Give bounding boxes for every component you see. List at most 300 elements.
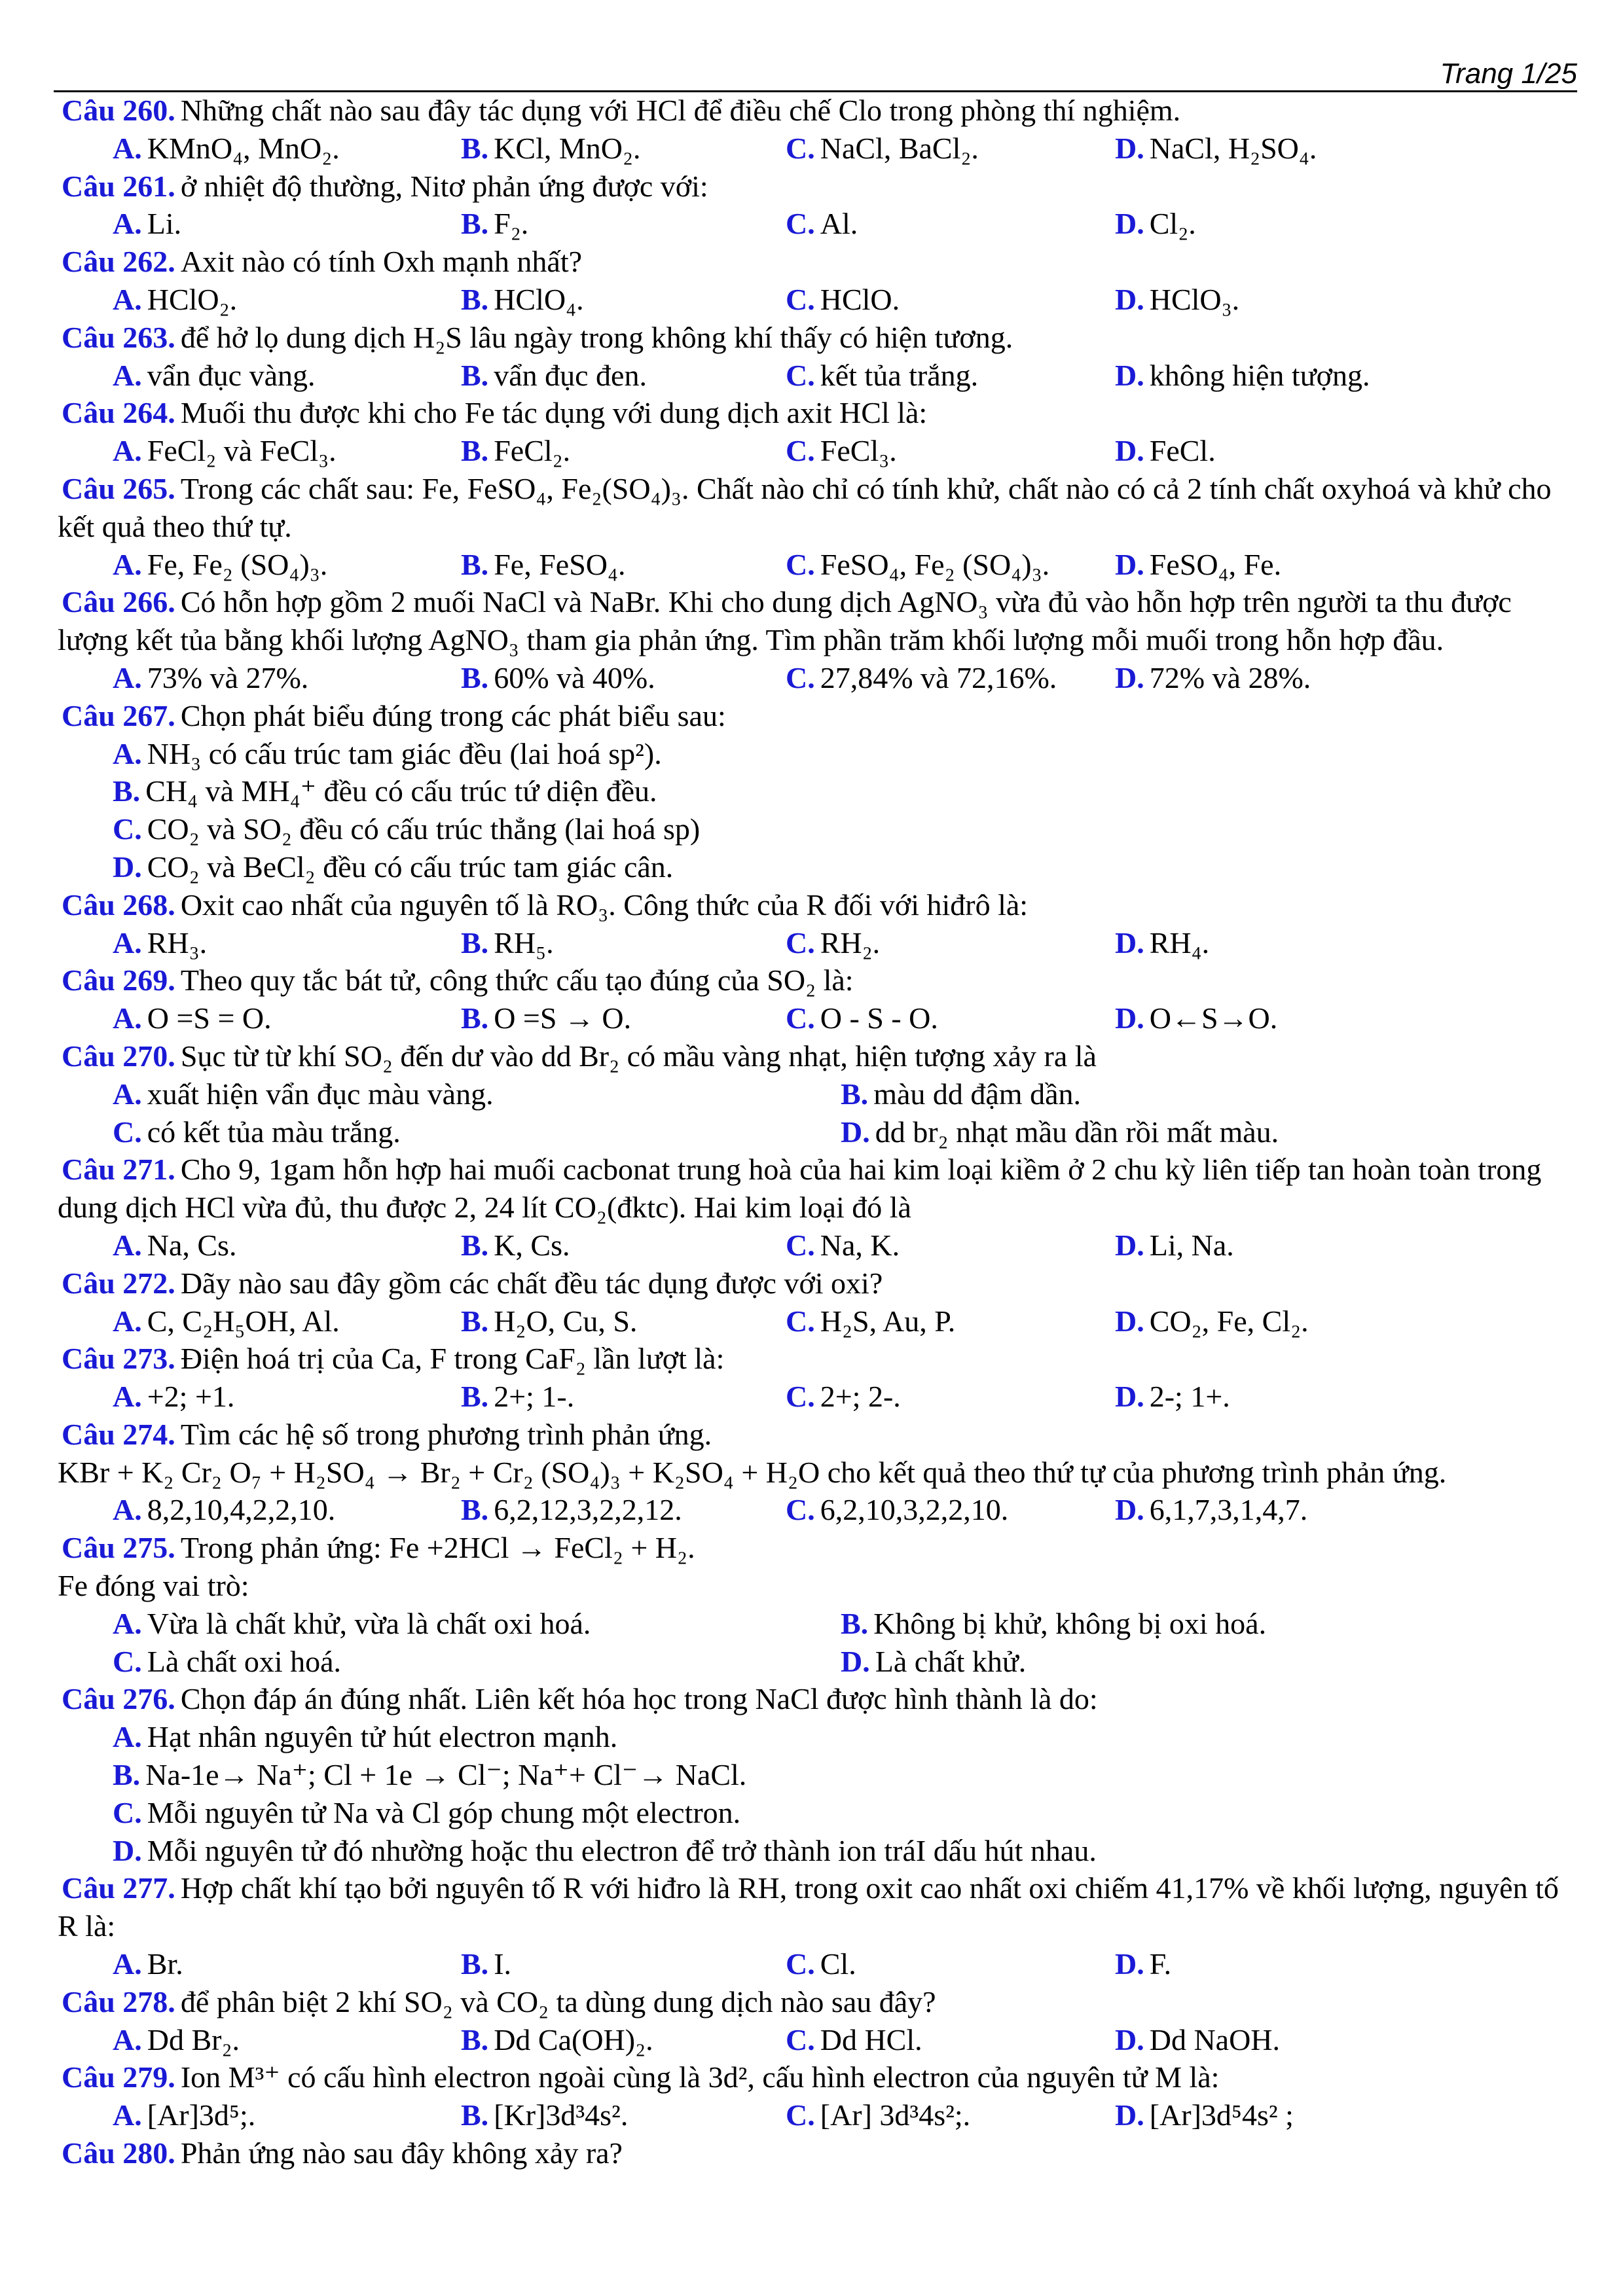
option-key: D.: [1115, 207, 1144, 241]
answer-option[interactable]: [58, 1756, 746, 1794]
option-text: CO₂ và BeCl₂ đều có cấu trúc tam giác cân.: [147, 850, 674, 884]
answer-option[interactable]: [461, 546, 786, 584]
question-label: Câu 278.: [62, 1984, 175, 2018]
option-key: D.: [1115, 2098, 1144, 2132]
options-row: [58, 130, 1577, 168]
option-text: F.: [1149, 1947, 1172, 1981]
answer-option[interactable]: [786, 1227, 1115, 1265]
options-row: [58, 1832, 1577, 1870]
option-text: H₂O, Cu, S.: [494, 1304, 638, 1338]
option-text: O←S→O.: [1149, 1001, 1278, 1035]
option-text: NaCl, BaCl₂.: [820, 131, 979, 165]
answer-option[interactable]: [1115, 1491, 1307, 1529]
question-label: Câu 260.: [62, 94, 175, 127]
options-row: [58, 546, 1577, 584]
question-text: Dãy nào sau đây gồm các chất đều tác dụng được với oxi?: [180, 1266, 883, 1300]
answer-option[interactable]: [58, 1605, 841, 1643]
option-text: màu dd đậm dần.: [873, 1077, 1081, 1111]
answer-option[interactable]: [1115, 357, 1370, 395]
option-key: D.: [1115, 547, 1144, 581]
option-key: A.: [113, 660, 142, 694]
option-key: A.: [113, 1228, 142, 1262]
answer-option[interactable]: [461, 130, 786, 168]
question: [58, 1340, 1577, 1378]
option-text: 6,2,12,3,2,2,12.: [494, 1493, 682, 1527]
option-text: Fe, FeSO₄.: [494, 547, 626, 581]
option-key: C.: [786, 434, 815, 468]
option-text: NaCl, H₂SO₄.: [1149, 131, 1317, 165]
answer-option[interactable]: [58, 772, 657, 810]
question: [58, 961, 1577, 999]
question-label: Câu 262.: [62, 245, 175, 279]
option-text: 27,84% và 72,16%.: [820, 660, 1057, 694]
option-key: D.: [113, 850, 142, 884]
option-text: 6,2,10,3,2,2,10.: [820, 1493, 1009, 1527]
option-key: B.: [461, 660, 489, 694]
option-text: FeCl₂.: [494, 434, 571, 468]
option-text: có kết tủa màu trắng.: [147, 1115, 401, 1149]
option-key: C.: [786, 358, 815, 392]
question: [58, 1529, 1577, 1567]
option-key: A.: [113, 1493, 142, 1527]
answer-option[interactable]: [58, 130, 461, 168]
question-label: Câu 274.: [62, 1417, 175, 1451]
option-key: C.: [786, 2098, 815, 2132]
option-text: Là chất khử.: [875, 1644, 1027, 1678]
options-row: [58, 281, 1577, 319]
answer-option[interactable]: [786, 659, 1115, 697]
option-text: 2-; 1+.: [1149, 1380, 1230, 1414]
option-key: A.: [113, 282, 142, 316]
answer-option[interactable]: [58, 432, 461, 470]
option-text: Al.: [820, 207, 858, 241]
answer-option[interactable]: [786, 357, 1115, 395]
option-key: A.: [113, 1720, 142, 1754]
question: [58, 583, 1577, 659]
option-key: A.: [113, 1304, 142, 1338]
answer-option[interactable]: [58, 810, 700, 848]
question-label: Câu 266.: [62, 585, 175, 619]
answer-option[interactable]: [58, 2021, 461, 2059]
option-text: K, Cs.: [494, 1228, 570, 1262]
options-row: [58, 1945, 1577, 1983]
answer-option[interactable]: [1115, 1945, 1171, 1983]
question: [58, 1983, 1577, 2021]
option-text: 2+; 2-.: [820, 1380, 901, 1414]
answer-option[interactable]: [461, 1378, 786, 1416]
option-text: CO₂ và SO₂ đều có cấu trúc thẳng (lai hoá sp): [147, 812, 701, 846]
option-text: O =S → O.: [494, 1001, 632, 1035]
option-key: B.: [461, 2022, 489, 2056]
option-text: Dd Ca(OH)₂.: [494, 2022, 653, 2056]
option-key: B.: [461, 131, 489, 165]
answer-option[interactable]: [1115, 281, 1239, 319]
option-text: dd br₂ nhạt mầu dần rồi mất màu.: [875, 1115, 1279, 1149]
question: [58, 1265, 1577, 1302]
answer-option[interactable]: [786, 130, 1115, 168]
option-text: Cl₂.: [1149, 207, 1196, 241]
option-text: 73% và 27%.: [147, 660, 309, 694]
options-row: [58, 2021, 1577, 2059]
question: [58, 697, 1577, 735]
option-key: C.: [786, 1947, 815, 1981]
question: [58, 1680, 1577, 1718]
option-text: HClO₂.: [147, 282, 238, 316]
option-key: A.: [113, 736, 142, 770]
option-text: Na, K.: [820, 1228, 900, 1262]
answer-option[interactable]: [1115, 130, 1317, 168]
answer-option[interactable]: [58, 999, 461, 1037]
option-text: Dd NaOH.: [1149, 2022, 1281, 2056]
option-text: RH₄.: [1149, 925, 1210, 960]
answer-option[interactable]: [461, 205, 786, 243]
options-row: [58, 1075, 1577, 1113]
answer-option[interactable]: [841, 1113, 1279, 1151]
answer-option[interactable]: [1115, 1302, 1309, 1340]
option-key: C.: [786, 925, 815, 960]
option-text: F₂.: [494, 207, 529, 241]
answer-option[interactable]: [58, 1113, 841, 1151]
answer-option[interactable]: [1115, 2021, 1280, 2059]
option-key: D.: [1115, 358, 1144, 392]
option-key: D.: [1115, 1380, 1144, 1414]
question: [58, 886, 1577, 924]
question-label: Câu 275.: [62, 1531, 175, 1565]
question-label: Câu 268.: [62, 888, 175, 922]
question-text: Ion M³⁺ có cấu hình electron ngoài cùng là 3d², cấu hình electron của nguyên tử M là:: [180, 2060, 1220, 2094]
question-text: Oxit cao nhất của nguyên tố là RO₃. Công thức của R đối với hiđrô là:: [180, 888, 1029, 922]
option-key: D.: [1115, 1228, 1144, 1262]
option-text: [Ar]3d⁵4s² ;: [1149, 2098, 1294, 2132]
option-key: D.: [1115, 925, 1144, 960]
options-row: [58, 1605, 1577, 1643]
option-text: CH₄ và MH₄⁺ đều có cấu trúc tứ diện đều.: [145, 774, 657, 808]
question-text: Trong phản ứng: Fe +2HCl → FeCl₂ + H₂.: [180, 1531, 695, 1565]
answer-option[interactable]: [58, 1075, 841, 1113]
option-key: B.: [461, 1947, 489, 1981]
question-text: Những chất nào sau đây tác dụng với HCl để điều chế Clo trong phòng thí nghiệm.: [180, 94, 1181, 127]
answer-option[interactable]: [58, 1491, 461, 1529]
option-key: A.: [113, 2022, 142, 2056]
question-text: để phân biệt 2 khí SO₂ và CO₂ ta dùng dung dịch nào sau đây?: [180, 1984, 936, 2018]
question-label: Câu 265.: [62, 471, 175, 505]
option-text: KCl, MnO₂.: [494, 131, 641, 165]
option-key: A.: [113, 2098, 142, 2132]
answer-option[interactable]: [786, 1302, 1115, 1340]
question: [58, 470, 1577, 546]
question-list: [58, 92, 1577, 2172]
answer-option[interactable]: [461, 1945, 786, 1983]
option-key: A.: [113, 1001, 142, 1035]
question-text: để hở lọ dung dịch H₂S lâu ngày trong không khí thấy có hiện tương.: [180, 320, 1013, 354]
option-text: Na, Cs.: [147, 1228, 237, 1262]
option-key: D.: [1115, 1001, 1144, 1035]
option-text: Li.: [147, 207, 182, 241]
option-key: C.: [786, 1001, 815, 1035]
answer-option[interactable]: [58, 1832, 1097, 1870]
option-text: Hạt nhân nguyên tử hút electron mạnh.: [147, 1720, 618, 1754]
question-text: Chọn đáp án đúng nhất. Liên kết hóa học trong NaCl được hình thành là do:: [180, 1682, 1098, 1716]
option-text: FeCl₃.: [820, 434, 897, 468]
answer-option[interactable]: [58, 1794, 740, 1832]
question: [58, 1869, 1577, 1945]
question: [58, 1151, 1577, 1227]
answer-option[interactable]: [786, 546, 1115, 584]
option-key: B.: [461, 434, 489, 468]
question-label: Câu 263.: [62, 320, 175, 354]
option-key: B.: [461, 282, 489, 316]
question-text: Điện hoá trị của Ca, F trong CaF₂ lần lượt là:: [180, 1342, 725, 1376]
option-text: HClO.: [820, 282, 900, 316]
answer-option[interactable]: [58, 1227, 461, 1265]
answer-option[interactable]: [461, 1491, 786, 1529]
options-row: [58, 735, 1577, 773]
option-text: O - S - O.: [820, 1001, 938, 1035]
question: [58, 2058, 1577, 2096]
answer-option[interactable]: [58, 1945, 461, 1983]
option-key: C.: [786, 1304, 815, 1338]
option-text: vẩn đục vàng.: [147, 358, 316, 392]
answer-option[interactable]: [461, 2096, 786, 2134]
answer-option[interactable]: [1115, 546, 1281, 584]
answer-option[interactable]: [461, 357, 786, 395]
answer-option[interactable]: [58, 924, 461, 962]
option-text: FeCl.: [1149, 434, 1216, 468]
option-text: 60% và 40%.: [494, 660, 655, 694]
option-key: B.: [113, 774, 141, 808]
question-text: Phản ứng nào sau đây không xảy ra?: [180, 2136, 623, 2170]
option-key: A.: [113, 434, 142, 468]
option-key: B.: [461, 1228, 489, 1262]
option-key: B.: [113, 1758, 141, 1792]
answer-option[interactable]: [786, 1378, 1115, 1416]
options-row: [58, 1491, 1577, 1529]
option-text: 72% và 28%.: [1149, 660, 1311, 694]
answer-option[interactable]: [1115, 205, 1196, 243]
option-text: I.: [494, 1947, 512, 1981]
option-key: C.: [786, 660, 815, 694]
option-key: D.: [1115, 2022, 1144, 2056]
option-text: +2; +1.: [147, 1380, 235, 1414]
question-extra-line: Fe đóng vai trò:: [58, 1569, 249, 1603]
answer-option[interactable]: [58, 848, 673, 886]
option-key: A.: [113, 1077, 142, 1111]
option-text: H₂S, Au, P.: [820, 1304, 956, 1338]
answer-option[interactable]: [461, 999, 786, 1037]
answer-option[interactable]: [841, 1075, 1081, 1113]
question-label: Câu 276.: [62, 1682, 175, 1716]
answer-option[interactable]: [58, 659, 461, 697]
answer-option[interactable]: [786, 205, 1115, 243]
question: [58, 1416, 1577, 1454]
option-key: B.: [461, 1493, 489, 1527]
option-text: KMnO₄, MnO₂.: [147, 131, 340, 165]
question-text: Hợp chất khí tạo bởi nguyên tố R với hiđro là RH, trong oxit cao nhất oxi chiếm 41,17% về khối lượng, nguyên tố R là:: [58, 1871, 1559, 1943]
option-key: D.: [841, 1115, 870, 1149]
option-text: Mỗi nguyên tử đó nhường hoặc thu electron để trở thành ion tráI dấu hút nhau.: [147, 1833, 1097, 1867]
option-key: C.: [113, 1795, 142, 1829]
options-row: [58, 772, 1577, 810]
option-key: C.: [113, 812, 142, 846]
answer-option[interactable]: [786, 1945, 1115, 1983]
answer-option[interactable]: [786, 2021, 1115, 2059]
answer-option[interactable]: [786, 999, 1115, 1037]
options-row: [58, 1113, 1577, 1151]
answer-option[interactable]: [841, 1643, 1026, 1681]
option-key: C.: [786, 1493, 815, 1527]
option-text: CO₂, Fe, Cl₂.: [1149, 1304, 1309, 1338]
answer-option[interactable]: [58, 281, 461, 319]
question-text: Cho 9, 1gam hỗn hợp hai muối cacbonat trung hoà của hai kim loại kiềm ở 2 chu kỳ liên tiếp tan hoàn toàn trong dung dịch HCl vừa đủ, thu được 2, 24 lít CO₂(đktc). Hai kim loại đó là: [58, 1153, 1542, 1225]
option-key: C.: [786, 207, 815, 241]
option-text: Vừa là chất khử, vừa là chất oxi hoá.: [147, 1606, 591, 1640]
option-key: D.: [113, 1833, 142, 1867]
question: [58, 243, 1577, 281]
option-key: A.: [113, 1606, 142, 1640]
options-row: [58, 810, 1577, 848]
answer-option[interactable]: [841, 1605, 1266, 1643]
question-text: ở nhiệt độ thường, Nitơ phản ứng được với:: [180, 169, 708, 203]
options-row: [58, 999, 1577, 1037]
question-text: Sục từ từ khí SO₂ đến dư vào dd Br₂ có mầu vàng nhạt, hiện tượng xảy ra là: [180, 1039, 1097, 1073]
option-text: [Ar]3d⁵;.: [147, 2098, 256, 2132]
answer-option[interactable]: [461, 659, 786, 697]
option-text: Mỗi nguyên tử Na và Cl góp chung một electron.: [147, 1795, 741, 1829]
option-text: O =S = O.: [147, 1001, 272, 1035]
option-key: B.: [461, 1380, 489, 1414]
question: [58, 319, 1577, 357]
answer-option[interactable]: [1115, 1227, 1234, 1265]
question-label: Câu 270.: [62, 1039, 175, 1073]
option-key: B.: [461, 925, 489, 960]
option-key: B.: [461, 1001, 489, 1035]
options-row: [58, 205, 1577, 243]
options-row: [58, 1718, 1577, 1756]
options-row: [58, 1227, 1577, 1265]
option-text: FeCl₂ và FeCl₃.: [147, 434, 337, 468]
answer-option[interactable]: [58, 357, 461, 395]
options-row: [58, 357, 1577, 395]
answer-option[interactable]: [1115, 659, 1311, 697]
answer-option[interactable]: [786, 281, 1115, 319]
option-key: D.: [1115, 282, 1144, 316]
option-key: C.: [113, 1644, 142, 1678]
option-key: D.: [1115, 1493, 1144, 1527]
question-label: Câu 277.: [62, 1871, 175, 1905]
page-number: Trang 1/25: [1440, 58, 1577, 90]
option-text: 2+; 1-.: [494, 1380, 575, 1414]
answer-option[interactable]: [461, 1302, 786, 1340]
option-key: A.: [113, 358, 142, 392]
option-key: B.: [841, 1077, 869, 1111]
answer-option[interactable]: [58, 1302, 461, 1340]
option-text: [Ar] 3d³4s²;.: [820, 2098, 971, 2132]
option-text: RH₃.: [147, 925, 208, 960]
answer-option[interactable]: [786, 2096, 1115, 2134]
answer-option[interactable]: [1115, 999, 1277, 1037]
answer-option[interactable]: [461, 432, 786, 470]
option-key: B.: [461, 547, 489, 581]
option-text: không hiện tượng.: [1149, 358, 1370, 392]
answer-option[interactable]: [58, 2096, 461, 2134]
question-label: Câu 261.: [62, 169, 175, 203]
question-label: Câu 280.: [62, 2136, 175, 2170]
question: [58, 92, 1577, 130]
option-key: D.: [841, 1644, 870, 1678]
answer-option[interactable]: [1115, 1378, 1230, 1416]
option-text: xuất hiện vẩn đục màu vàng.: [147, 1077, 494, 1111]
option-text: kết tủa trắng.: [820, 358, 979, 392]
answer-option[interactable]: [58, 735, 662, 773]
option-key: A.: [113, 1947, 142, 1981]
answer-option[interactable]: [58, 205, 461, 243]
option-text: 6,1,7,3,1,4,7.: [1149, 1493, 1308, 1527]
answer-option[interactable]: [58, 1643, 841, 1681]
option-text: HClO₃.: [1149, 282, 1240, 316]
option-text: Na-1e→ Na⁺; Cl + 1e → Cl⁻; Na⁺+ Cl⁻→ NaCl.: [145, 1758, 747, 1792]
question-label: Câu 267.: [62, 698, 175, 732]
option-key: C.: [113, 1115, 142, 1149]
answer-option[interactable]: [1115, 924, 1209, 962]
option-key: D.: [1115, 131, 1144, 165]
option-key: D.: [1115, 660, 1144, 694]
option-text: Không bị khử, không bị oxi hoá.: [873, 1606, 1267, 1640]
option-text: HClO₄.: [494, 282, 584, 316]
answer-option[interactable]: [58, 546, 461, 584]
answer-option[interactable]: [58, 1718, 617, 1756]
option-text: [Kr]3d³4s².: [494, 2098, 629, 2132]
answer-option[interactable]: [461, 2021, 786, 2059]
option-key: C.: [786, 131, 815, 165]
options-row: [58, 1378, 1577, 1416]
option-key: B.: [461, 358, 489, 392]
answer-option[interactable]: [786, 924, 1115, 962]
answer-option[interactable]: [461, 924, 786, 962]
answer-option[interactable]: [58, 1378, 461, 1416]
option-text: FeSO₄, Fe.: [1149, 547, 1282, 581]
option-text: RH₅.: [494, 925, 554, 960]
question-label: Câu 271.: [62, 1153, 175, 1187]
options-row: [58, 2096, 1577, 2134]
question: [58, 1037, 1577, 1075]
option-key: C.: [786, 1380, 815, 1414]
question-text: Axit nào có tính Oxh mạnh nhất?: [180, 245, 583, 279]
question-text: Có hỗn hợp gồm 2 muối NaCl và NaBr. Khi cho dung dịch AgNO₃ vừa đủ vào hỗn hợp trên người ta thu được lượng kết tủa bằng khối lượng AgNO₃ tham gia phản ứng. Tìm phần trăm khối lượng mỗi muối trong hỗn hợp đầu.: [58, 585, 1512, 657]
question: [58, 394, 1577, 432]
option-text: NH₃ có cấu trúc tam giác đều (lai hoá sp²).: [147, 736, 662, 770]
option-text: Là chất oxi hoá.: [147, 1644, 342, 1678]
question-label: Câu 272.: [62, 1266, 175, 1300]
options-row: [58, 924, 1577, 962]
option-key: C.: [786, 1228, 815, 1262]
answer-option[interactable]: [461, 281, 786, 319]
option-key: B.: [461, 2098, 489, 2132]
answer-option[interactable]: [786, 432, 1115, 470]
question-label: Câu 264.: [62, 396, 175, 430]
option-key: A.: [113, 925, 142, 960]
option-text: FeSO₄, Fe₂ (SO₄)₃.: [820, 547, 1050, 581]
answer-option[interactable]: [786, 1491, 1115, 1529]
option-key: C.: [786, 282, 815, 316]
question-extra-line: KBr + K₂ Cr₂ O₇ + H₂SO₄ → Br₂ + Cr₂ (SO₄)₃ + K₂SO₄ + H₂O cho kết quả theo thứ tự của phương trình phản ứng.: [58, 1455, 1447, 1489]
answer-option[interactable]: [1115, 2096, 1294, 2134]
answer-option[interactable]: [461, 1227, 786, 1265]
question-text: Theo quy tắc bát tử, công thức cấu tạo đúng của SO₂ là:: [180, 963, 854, 997]
question-label: Câu 279.: [62, 2060, 175, 2094]
answer-option[interactable]: [1115, 432, 1216, 470]
option-key: D.: [1115, 1947, 1144, 1981]
question-text: Chọn phát biểu đúng trong các phát biểu sau:: [180, 698, 726, 732]
